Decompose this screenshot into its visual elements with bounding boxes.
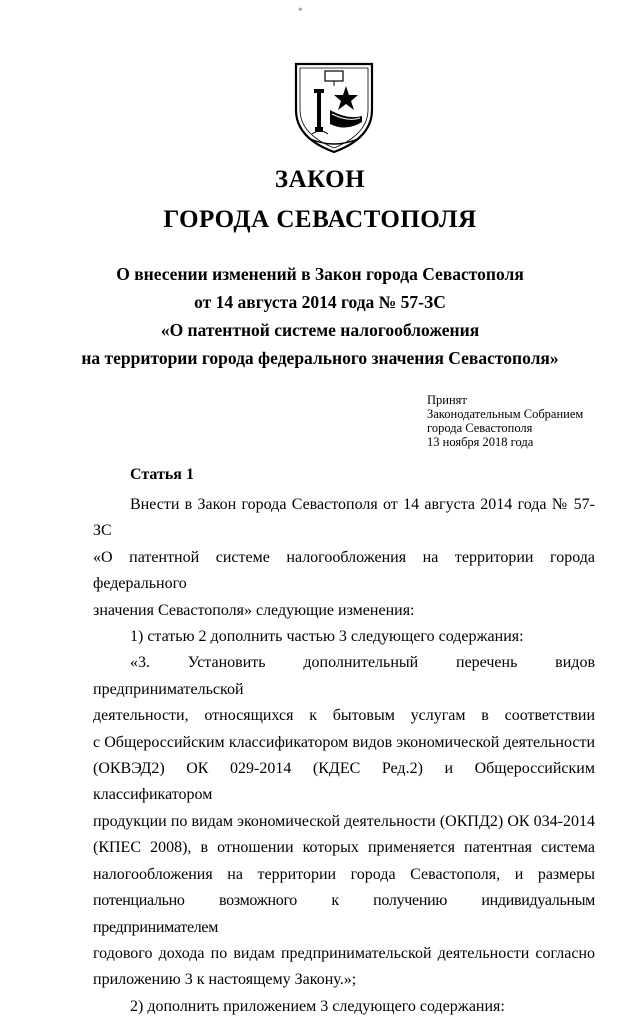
- body-line: (ОКВЭД2) ОК 029-2014 (КДЕС Ред.2) и Общероссийским классификатором: [93, 760, 595, 804]
- body-line: продукции по видам экономической деятельности (ОКПД2) ОК 034-2014: [93, 812, 595, 830]
- body-line: потенциально возможного к получению индивидуальным предпринимателем: [93, 892, 595, 936]
- body-line: значения Севастополя» следующие изменения:: [93, 601, 415, 619]
- body-line: 1) статью 2 дополнить частью 3 следующего содержания:: [130, 628, 524, 646]
- article-heading: Статья 1: [130, 466, 194, 483]
- body-line: Внести в Закон города Севастополя от 14 августа 2014 года № 57-ЗС: [93, 496, 595, 540]
- body-line: приложению 3 к настоящему Закону.»;: [93, 971, 357, 989]
- coat-of-arms-icon: [290, 58, 378, 156]
- subtitle-line-2: от 14 августа 2014 года № 57-ЗС: [194, 292, 446, 312]
- adoption-line: города Севастополя: [427, 421, 533, 435]
- subtitle-line-3: «О патентной системе налогообложения: [160, 320, 480, 340]
- body-line: (КПЕС 2008), в отношении которых применяется патентная система: [93, 839, 595, 857]
- subtitle-line-4: на территории города федерального значения Севастополя»: [81, 348, 559, 368]
- body-line: налогообложения на территории города Севастополя, и размеры: [93, 865, 595, 883]
- adoption-date: 13 ноября 2018 года: [427, 435, 534, 449]
- body-line: «3. Установить дополнительный перечень видов предпринимательской: [93, 654, 595, 698]
- body-line: деятельности, относящихся к бытовым услугам в соответствии: [93, 707, 595, 725]
- article-body: [93, 492, 595, 1020]
- law-city-title: ГОРОДА СЕВАСТОПОЛЯ: [163, 206, 477, 233]
- top-mark: *: [298, 6, 303, 16]
- adoption-line: Законодательным Собранием: [427, 407, 584, 421]
- body-line: с Общероссийским классификатором видов экономической деятельности: [93, 733, 595, 751]
- adoption-block: [427, 393, 627, 449]
- subtitle-line-1: О внесении изменений в Закон города Севастополя: [116, 264, 524, 284]
- adoption-line: Принят: [427, 393, 467, 407]
- body-line: годового дохода по видам предпринимательской деятельности согласно: [93, 944, 595, 962]
- body-line: «О патентной системе налогообложения на территории города федерального: [93, 548, 595, 593]
- law-title: ЗАКОН: [274, 166, 366, 193]
- body-line: 2) дополнить приложением 3 следующего содержания:: [130, 997, 505, 1015]
